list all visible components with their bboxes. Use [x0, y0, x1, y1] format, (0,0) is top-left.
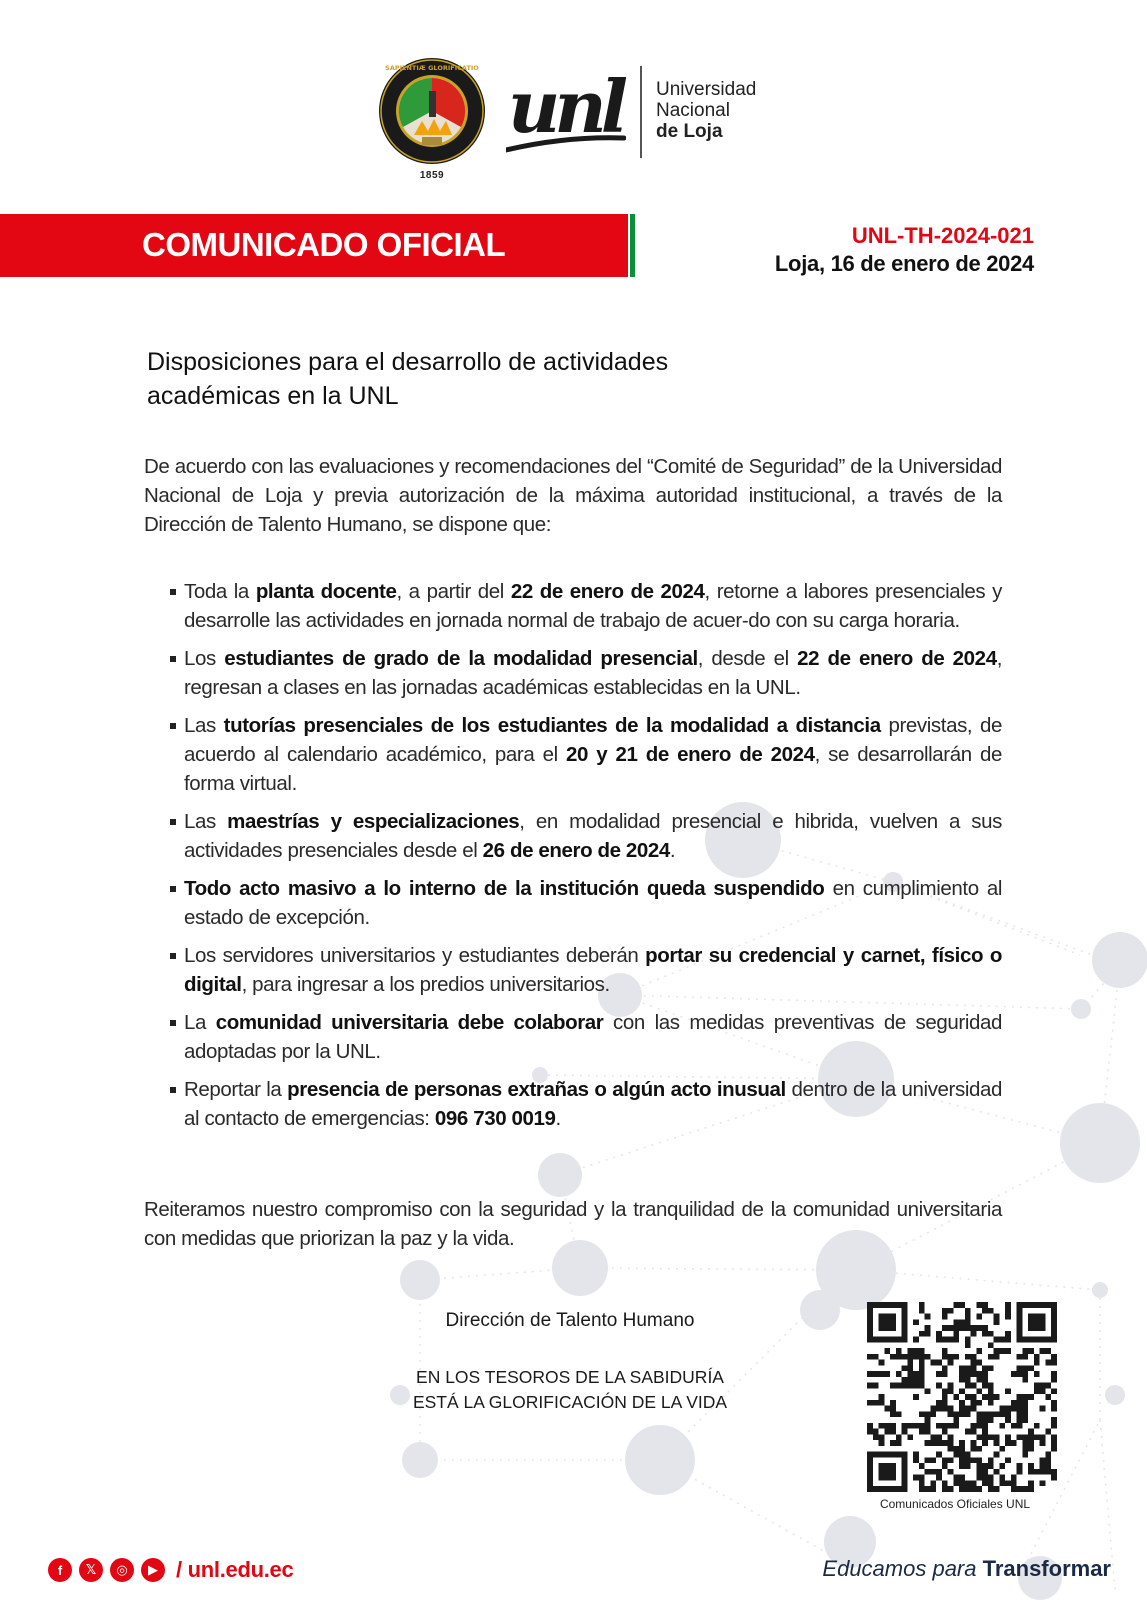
item-text: Los servidores universitarios y estudiantes deberán	[184, 944, 646, 967]
item-text: La	[184, 1011, 216, 1034]
emphasis-text: 20 y 21 de enero de 2024	[566, 743, 815, 766]
youtube-icon[interactable]: ▶	[141, 1558, 165, 1582]
motto	[370, 1365, 770, 1415]
emphasis-text: portar su credencial y carnet, físico o digital	[184, 944, 1002, 996]
list-item	[168, 1008, 1002, 1066]
tagline-italic: Educamos para	[822, 1556, 983, 1581]
x-twitter-icon[interactable]: 𝕏	[79, 1558, 103, 1582]
official-banner	[0, 214, 628, 277]
motto-line-1: EN LOS TESOROS DE LA SABIDURÍA	[416, 1367, 724, 1387]
item-text: , regresan a clases en las jornadas académicas establecidas en la UNL.	[184, 647, 1002, 699]
list-item	[168, 1075, 1002, 1133]
emphasis-text: estudiantes de grado de la modalidad presencial	[224, 647, 698, 670]
item-text: dentro de la universidad al contacto de emergencias:	[184, 1078, 1002, 1130]
emphasis-text: 096 730 0019	[434, 1107, 556, 1130]
bullet-icon	[170, 656, 176, 662]
item-text: .	[669, 839, 676, 862]
signature: Dirección de Talento Humano	[445, 1310, 695, 1331]
social-links	[48, 1557, 293, 1583]
item-text: .	[555, 1107, 561, 1130]
reference-code: UNL-TH-2024-021	[851, 223, 1034, 248]
emphasis-text: 22 de enero de 2024	[797, 647, 997, 670]
tagline-bold: Transformar	[982, 1556, 1111, 1581]
motto-line-2: ESTÁ LA GLORIFICACIÓN DE LA VIDA	[412, 1392, 728, 1412]
list-item	[168, 941, 1002, 999]
logo-text-line-3: de Loja	[656, 121, 723, 142]
bullet-icon	[170, 1020, 176, 1026]
emphasis-text: tutorías presenciales de los estudiantes de la modalidad a distancia	[223, 714, 881, 737]
website-link[interactable]: / unl.edu.ec	[176, 1557, 294, 1582]
item-text: , en modalidad presencial e hibrida, vuelven a sus actividades presenciales desde el	[184, 810, 1002, 862]
item-text: previstas, de acuerdo al calendario académico, para el	[184, 714, 1003, 766]
bullet-icon	[170, 886, 176, 892]
emphasis-text: maestrías y especializaciones	[227, 810, 520, 833]
emphasis-text: 26 de enero de 2024	[482, 839, 670, 862]
list-item	[168, 874, 1002, 932]
item-text: Reportar la	[184, 1078, 288, 1101]
svg-text:SAPIENTIÆ GLORIFICATIO: SAPIENTIÆ GLORIFICATIO	[385, 64, 479, 72]
item-text: , a partir del	[396, 580, 511, 603]
place-date: Loja, 16 de enero de 2024	[774, 251, 1034, 276]
emphasis-text: 22 de enero de 2024	[510, 580, 705, 603]
logo-text-line-2: Nacional	[656, 100, 730, 121]
bullet-icon	[170, 819, 176, 825]
list-item	[168, 807, 1002, 865]
logo-text-line-1: Universidad	[656, 79, 757, 100]
emphasis-text: presencia de personas extrañas o algún acto inusual	[287, 1078, 786, 1101]
item-text: Toda la	[184, 580, 256, 603]
emphasis-text: Todo acto masivo a lo interno de la institución queda suspendido	[184, 877, 825, 900]
unl-wordmark-icon	[506, 64, 626, 159]
document-title	[147, 345, 807, 413]
banner-green-accent	[630, 214, 635, 277]
list-item	[168, 577, 1002, 635]
intro-paragraph: De acuerdo con las evaluaciones y recomendaciones del “Comité de Seguridad” de la Universidad Nacional de Loja y previa autorización de la máxima autoridad institucional, a través de la Dirección de Talento Humano, se dispone que:	[144, 455, 1002, 536]
item-text: Las	[184, 810, 228, 833]
list-item	[168, 711, 1002, 798]
bullet-icon	[170, 589, 176, 595]
logo-divider	[640, 66, 642, 158]
item-text: Los	[184, 647, 225, 670]
item-text: , retorne a labores presenciales y desarrolle las actividades en jornada normal de trabajo de acuer-do con su carga horaria.	[184, 580, 1003, 632]
tagline	[822, 1556, 1111, 1582]
bullet-icon	[170, 1087, 176, 1093]
university-logo	[378, 52, 778, 187]
emphasis-text: comunidad universitaria debe colaborar	[215, 1011, 604, 1034]
title-line-1: Disposiciones para el desarrollo de actividades	[147, 348, 669, 376]
dispositions-list	[168, 577, 1002, 1142]
title-line-2: académicas en la UNL	[147, 382, 399, 410]
qr-caption: Comunicados Oficiales UNL	[879, 1497, 1031, 1511]
facebook-icon[interactable]: f	[48, 1558, 72, 1582]
item-text: , para ingresar a los predios universitarios.	[241, 973, 610, 996]
bullet-icon	[170, 953, 176, 959]
bullet-icon	[170, 723, 176, 729]
svg-text:unl: unl	[508, 64, 623, 149]
university-seal-icon	[378, 57, 486, 165]
item-text: con las medidas preventivas de seguridad adoptadas por la UNL.	[184, 1011, 1002, 1063]
closing-paragraph: Reiteramos nuestro compromiso con la seguridad y la tranquilidad de la comunidad universitaria con medidas que priorizan la paz y la vida.	[144, 1198, 1002, 1250]
item-text: Las	[184, 714, 224, 737]
item-text: en cumplimiento al estado de excepción.	[184, 877, 1002, 929]
list-item	[168, 644, 1002, 702]
emphasis-text: planta docente	[255, 580, 397, 603]
item-text: , se desarrollarán de forma virtual.	[184, 743, 1002, 795]
qr-code[interactable]	[867, 1302, 1057, 1492]
seal-year: 1859	[419, 170, 445, 181]
instagram-icon[interactable]: ◎	[110, 1558, 134, 1582]
item-text: , desde el	[697, 647, 798, 670]
university-name	[656, 79, 756, 142]
banner-title: COMUNICADO OFICIAL	[142, 226, 506, 263]
